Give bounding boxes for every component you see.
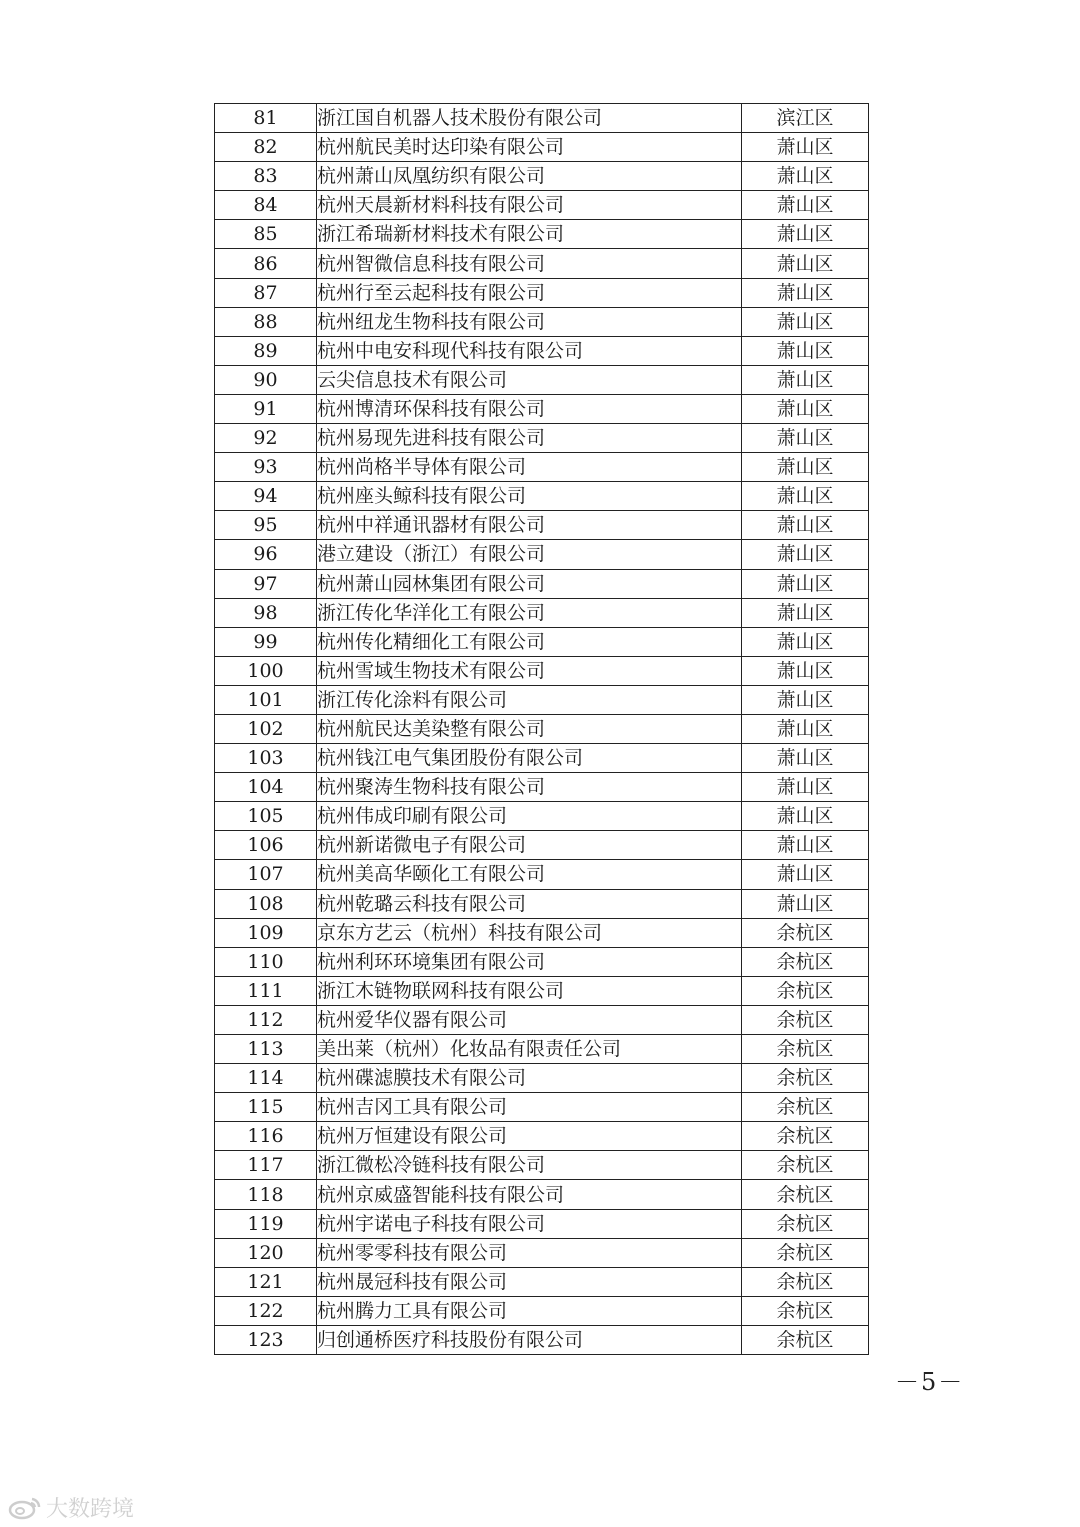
- row-number-cell: 114: [215, 1064, 317, 1093]
- company-name-cell: 杭州行至云起科技有限公司: [317, 278, 742, 307]
- row-number-cell: 88: [215, 307, 317, 336]
- company-name-cell: 杭州美高华颐化工有限公司: [317, 860, 742, 889]
- row-number-cell: 101: [215, 685, 317, 714]
- district-cell: 萧山区: [742, 220, 869, 249]
- row-number-cell: 102: [215, 714, 317, 743]
- watermark-text: 大数跨境: [46, 1497, 135, 1522]
- district-cell: 余杭区: [742, 1093, 869, 1122]
- row-number-cell: 83: [215, 162, 317, 191]
- row-number-cell: 119: [215, 1209, 317, 1238]
- company-name-cell: 杭州吉冈工具有限公司: [317, 1093, 742, 1122]
- district-cell: 萧山区: [742, 627, 869, 656]
- company-name-cell: 杭州宇诺电子科技有限公司: [317, 1209, 742, 1238]
- company-name-cell: 美出莱（杭州）化妆品有限责任公司: [317, 1035, 742, 1064]
- table-row: [215, 424, 869, 453]
- table-row: [215, 627, 869, 656]
- company-name-cell: 杭州航民达美染整有限公司: [317, 714, 742, 743]
- row-number-cell: 120: [215, 1238, 317, 1267]
- district-cell: 余杭区: [742, 1151, 869, 1180]
- district-cell: 余杭区: [742, 976, 869, 1005]
- row-number-cell: 109: [215, 918, 317, 947]
- table-row: [215, 976, 869, 1005]
- table-row: [215, 336, 869, 365]
- row-number-cell: 121: [215, 1267, 317, 1296]
- table-row: [215, 1238, 869, 1267]
- row-number-cell: 90: [215, 365, 317, 394]
- table-row: [215, 1325, 869, 1354]
- table-row: [215, 191, 869, 220]
- table-row: [215, 744, 869, 773]
- row-number-cell: 93: [215, 453, 317, 482]
- table-row: [215, 947, 869, 976]
- row-number-cell: 92: [215, 424, 317, 453]
- district-cell: 余杭区: [742, 1180, 869, 1209]
- company-name-cell: 杭州天晨新材料科技有限公司: [317, 191, 742, 220]
- row-number-cell: 123: [215, 1325, 317, 1354]
- company-name-cell: 浙江国自机器人技术股份有限公司: [317, 104, 742, 133]
- table-row: [215, 307, 869, 336]
- table-row: [215, 598, 869, 627]
- company-name-cell: 浙江木链物联网科技有限公司: [317, 976, 742, 1005]
- company-name-cell: 浙江微松冷链科技有限公司: [317, 1151, 742, 1180]
- company-name-cell: 杭州航民美时达印染有限公司: [317, 133, 742, 162]
- company-name-cell: 杭州万恒建设有限公司: [317, 1122, 742, 1151]
- row-number-cell: 104: [215, 773, 317, 802]
- table-row: [215, 278, 869, 307]
- table-row: [215, 1209, 869, 1238]
- table-row: [215, 656, 869, 685]
- row-number-cell: 118: [215, 1180, 317, 1209]
- table-row: [215, 104, 869, 133]
- company-name-cell: 浙江希瑞新材料技术有限公司: [317, 220, 742, 249]
- company-name-cell: 杭州利环环境集团有限公司: [317, 947, 742, 976]
- table-row: [215, 918, 869, 947]
- company-list-table: [214, 103, 869, 1355]
- row-number-cell: 110: [215, 947, 317, 976]
- district-cell: 余杭区: [742, 1064, 869, 1093]
- district-cell: 萧山区: [742, 394, 869, 423]
- row-number-cell: 122: [215, 1296, 317, 1325]
- company-name-cell: 杭州雪域生物技术有限公司: [317, 656, 742, 685]
- table-row: [215, 1151, 869, 1180]
- table-row: [215, 714, 869, 743]
- row-number-cell: 91: [215, 394, 317, 423]
- district-cell: 萧山区: [742, 249, 869, 278]
- row-number-cell: 113: [215, 1035, 317, 1064]
- company-name-cell: 杭州纽龙生物科技有限公司: [317, 307, 742, 336]
- table-row: [215, 1064, 869, 1093]
- page-number: －5－: [895, 1368, 965, 1396]
- row-number-cell: 103: [215, 744, 317, 773]
- district-cell: 萧山区: [742, 307, 869, 336]
- district-cell: 余杭区: [742, 1267, 869, 1296]
- company-name-cell: 杭州易现先进科技有限公司: [317, 424, 742, 453]
- district-cell: 余杭区: [742, 1122, 869, 1151]
- table-row: [215, 482, 869, 511]
- district-cell: 萧山区: [742, 773, 869, 802]
- row-number-cell: 96: [215, 540, 317, 569]
- company-name-cell: 浙江传化涂料有限公司: [317, 685, 742, 714]
- district-cell: 萧山区: [742, 569, 869, 598]
- row-number-cell: 87: [215, 278, 317, 307]
- district-cell: 余杭区: [742, 1035, 869, 1064]
- district-cell: 萧山区: [742, 860, 869, 889]
- district-cell: 萧山区: [742, 831, 869, 860]
- table-row: [215, 860, 869, 889]
- company-name-cell: 杭州中电安科现代科技有限公司: [317, 336, 742, 365]
- district-cell: 余杭区: [742, 1325, 869, 1354]
- table-row: [215, 540, 869, 569]
- company-name-cell: 浙江传化华洋化工有限公司: [317, 598, 742, 627]
- table-row: [215, 1122, 869, 1151]
- district-cell: 萧山区: [742, 162, 869, 191]
- row-number-cell: 86: [215, 249, 317, 278]
- table-row: [215, 249, 869, 278]
- district-cell: 余杭区: [742, 947, 869, 976]
- company-name-cell: 归创通桥医疗科技股份有限公司: [317, 1325, 742, 1354]
- table-row: [215, 1180, 869, 1209]
- table-row: [215, 162, 869, 191]
- row-number-cell: 85: [215, 220, 317, 249]
- company-name-cell: 杭州中祥通讯器材有限公司: [317, 511, 742, 540]
- company-name-cell: 杭州新诺微电子有限公司: [317, 831, 742, 860]
- company-name-cell: 杭州萧山凤凰纺织有限公司: [317, 162, 742, 191]
- company-name-cell: 杭州伟成印刷有限公司: [317, 802, 742, 831]
- watermark: [8, 1492, 134, 1523]
- district-cell: 萧山区: [742, 336, 869, 365]
- row-number-cell: 95: [215, 511, 317, 540]
- row-number-cell: 81: [215, 104, 317, 133]
- company-name-cell: 杭州京威盛智能科技有限公司: [317, 1180, 742, 1209]
- table-row: [215, 685, 869, 714]
- company-name-cell: 杭州聚涛生物科技有限公司: [317, 773, 742, 802]
- district-cell: 萧山区: [742, 482, 869, 511]
- row-number-cell: 115: [215, 1093, 317, 1122]
- district-cell: 余杭区: [742, 918, 869, 947]
- company-name-cell: 杭州爱华仪器有限公司: [317, 1005, 742, 1034]
- table-row: [215, 1035, 869, 1064]
- table-row: [215, 511, 869, 540]
- row-number-cell: 106: [215, 831, 317, 860]
- district-cell: 萧山区: [742, 714, 869, 743]
- district-cell: 余杭区: [742, 1209, 869, 1238]
- district-cell: 余杭区: [742, 1238, 869, 1267]
- district-cell: 余杭区: [742, 1296, 869, 1325]
- row-number-cell: 99: [215, 627, 317, 656]
- table-row: [215, 831, 869, 860]
- row-number-cell: 112: [215, 1005, 317, 1034]
- company-name-cell: 杭州传化精细化工有限公司: [317, 627, 742, 656]
- district-cell: 萧山区: [742, 191, 869, 220]
- row-number-cell: 117: [215, 1151, 317, 1180]
- table-row: [215, 773, 869, 802]
- row-number-cell: 116: [215, 1122, 317, 1151]
- table-row: [215, 133, 869, 162]
- table-row: [215, 365, 869, 394]
- row-number-cell: 107: [215, 860, 317, 889]
- company-name-cell: 京东方艺云（杭州）科技有限公司: [317, 918, 742, 947]
- company-name-cell: 杭州萧山园林集团有限公司: [317, 569, 742, 598]
- district-cell: 萧山区: [742, 133, 869, 162]
- company-name-cell: 杭州碟滤膜技术有限公司: [317, 1064, 742, 1093]
- row-number-cell: 94: [215, 482, 317, 511]
- district-cell: 萧山区: [742, 744, 869, 773]
- company-name-cell: 杭州晟冠科技有限公司: [317, 1267, 742, 1296]
- district-cell: 萧山区: [742, 656, 869, 685]
- company-name-cell: 杭州博清环保科技有限公司: [317, 394, 742, 423]
- company-name-cell: 港立建设（浙江）有限公司: [317, 540, 742, 569]
- table-row: [215, 1267, 869, 1296]
- table-row: [215, 220, 869, 249]
- table-row: [215, 802, 869, 831]
- company-name-cell: 杭州零零科技有限公司: [317, 1238, 742, 1267]
- district-cell: 萧山区: [742, 598, 869, 627]
- table-row: [215, 1005, 869, 1034]
- company-name-cell: 杭州乾璐云科技有限公司: [317, 889, 742, 918]
- district-cell: 萧山区: [742, 540, 869, 569]
- district-cell: 滨江区: [742, 104, 869, 133]
- company-name-cell: 杭州座头鲸科技有限公司: [317, 482, 742, 511]
- row-number-cell: 105: [215, 802, 317, 831]
- row-number-cell: 111: [215, 976, 317, 1005]
- company-name-cell: 杭州尚格半导体有限公司: [317, 453, 742, 482]
- table-row: [215, 1296, 869, 1325]
- row-number-cell: 82: [215, 133, 317, 162]
- company-name-cell: 杭州智微信息科技有限公司: [317, 249, 742, 278]
- table-row: [215, 1093, 869, 1122]
- district-cell: 萧山区: [742, 365, 869, 394]
- table-row: [215, 394, 869, 423]
- table-row: [215, 569, 869, 598]
- company-name-cell: 杭州腾力工具有限公司: [317, 1296, 742, 1325]
- row-number-cell: 89: [215, 336, 317, 365]
- district-cell: 萧山区: [742, 453, 869, 482]
- table-row: [215, 889, 869, 918]
- district-cell: 萧山区: [742, 802, 869, 831]
- district-cell: 萧山区: [742, 889, 869, 918]
- company-name-cell: 云尖信息技术有限公司: [317, 365, 742, 394]
- row-number-cell: 84: [215, 191, 317, 220]
- row-number-cell: 100: [215, 656, 317, 685]
- district-cell: 萧山区: [742, 685, 869, 714]
- district-cell: 余杭区: [742, 1005, 869, 1034]
- table-row: [215, 453, 869, 482]
- district-cell: 萧山区: [742, 511, 869, 540]
- district-cell: 萧山区: [742, 424, 869, 453]
- company-name-cell: 杭州钱江电气集团股份有限公司: [317, 744, 742, 773]
- weibo-logo-icon: [8, 1496, 42, 1520]
- company-list-body: [215, 104, 869, 1355]
- district-cell: 萧山区: [742, 278, 869, 307]
- row-number-cell: 98: [215, 598, 317, 627]
- row-number-cell: 97: [215, 569, 317, 598]
- row-number-cell: 108: [215, 889, 317, 918]
